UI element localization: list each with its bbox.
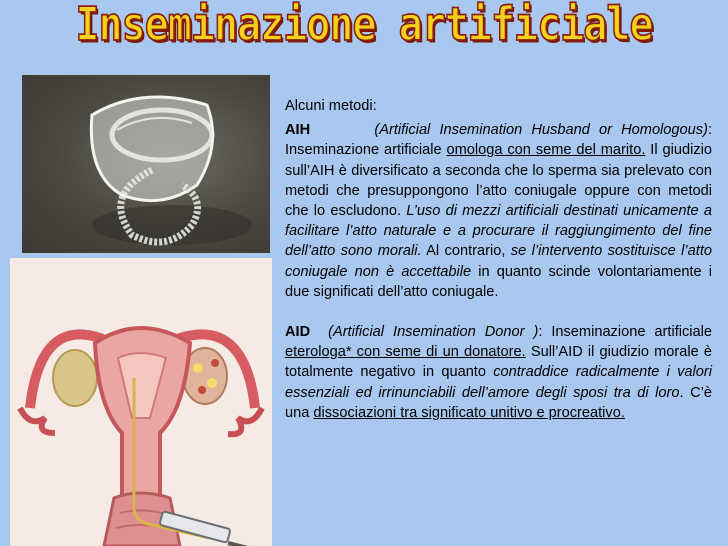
aid-underlined-2: dissociazioni tra significato unitivo e procreativo. [313, 404, 625, 421]
intro-text: Alcuni metodi: [285, 98, 377, 114]
aid-abbr: AID [285, 324, 311, 341]
aid-text-2: . C’è una [285, 384, 712, 421]
aid-italic-1: contraddice radicalmente i valori essenziali ed irrinunciabili dell’amore degli sposi tra di loro [285, 364, 712, 401]
aih-full: (Artificial Insemination Husband or Homologous) [374, 122, 708, 139]
aid-text-1: Sull’AID il giudizio morale è totalmente negativo in quanto [285, 344, 712, 381]
aih-text-2: Al contrario, [421, 243, 511, 260]
aid-full: (Artificial Insemination Donor ) [328, 324, 539, 341]
aih-text-1: Il giudizio sull’AIH è diversificato a seconda che lo sperma sia prelevato con metodi che presuppongono l’atto coniugale oppure con metodi che lo escludono. [285, 142, 712, 220]
aih-abbr: AIH [285, 122, 311, 139]
aih-colon: : Inseminazione artificiale [285, 122, 712, 159]
anatomy-diagram [10, 258, 272, 546]
aid-colon: : Inseminazione artificiale [538, 324, 712, 341]
aih-italic-1: L’uso di mezzi artificiali destinati unicamente a facilitare l’atto naturale e a procurare il raggiungimento del fine dell’atto sono morali. [285, 203, 712, 260]
content-text [285, 96, 712, 423]
aid-paragraph [285, 322, 712, 423]
aih-text-3: in quanto scinde volontariamente i due significati dell’atto coniugale. [285, 263, 712, 300]
aih-italic-2: se l’intervento sostituisce l’atto coniugale non è accettabile [285, 243, 712, 280]
uterus-illustration [10, 258, 272, 546]
slide-title: Inseminazione artificiale [75, 0, 653, 52]
aid-underlined: eterologa* con seme di un donatore. [285, 344, 526, 361]
aih-paragraph [285, 120, 712, 302]
device-photo [22, 75, 270, 253]
cervical-cap-illustration [22, 75, 270, 253]
aih-underlined: omologa con seme del marito. [446, 142, 646, 159]
